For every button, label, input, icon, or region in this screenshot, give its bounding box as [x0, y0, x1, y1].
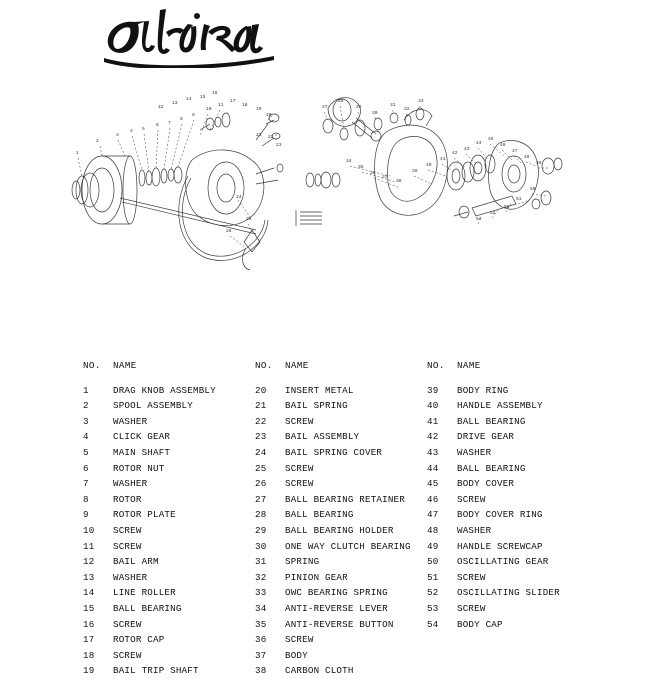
parts-row [250, 648, 422, 664]
part-name: ANTI-REVERSE LEVER [285, 602, 388, 614]
parts-row [78, 476, 250, 492]
svg-text:45: 45 [488, 137, 494, 142]
svg-text:43: 43 [464, 147, 470, 152]
svg-text:34: 34 [346, 159, 352, 164]
svg-text:23: 23 [276, 143, 282, 148]
part-no: 18 [83, 649, 95, 661]
parts-row [250, 570, 422, 586]
svg-text:37: 37 [382, 175, 388, 180]
svg-text:22: 22 [268, 135, 274, 140]
part-no: 46 [427, 493, 439, 505]
part-name: ROTOR [113, 493, 142, 505]
part-name: BAIL SPRING COVER [285, 446, 383, 458]
svg-text:12: 12 [158, 105, 164, 110]
svg-text:6: 6 [156, 123, 159, 128]
svg-text:32: 32 [404, 107, 410, 112]
part-name: ROTOR PLATE [113, 509, 176, 521]
part-name: DRAG KNOB ASSEMBLY [113, 384, 216, 396]
part-no: 48 [427, 524, 439, 536]
part-name: WASHER [457, 446, 492, 458]
part-name: BODY [285, 649, 308, 661]
parts-row [78, 445, 250, 461]
part-no: 27 [255, 493, 267, 505]
part-no: 36 [255, 634, 267, 646]
part-name: SCREW [113, 649, 142, 661]
svg-text:47: 47 [512, 149, 518, 154]
part-name: BALL BEARING [285, 509, 354, 521]
svg-text:50: 50 [530, 187, 536, 192]
part-no: 24 [255, 446, 267, 458]
part-no: 54 [427, 618, 439, 630]
part-name: SCREW [457, 571, 486, 583]
part-name: HANDLE ASSEMBLY [457, 400, 543, 412]
part-no: 1 [83, 384, 89, 396]
part-no: 12 [83, 556, 95, 568]
parts-row [78, 601, 250, 617]
part-name: LINE ROLLER [113, 587, 176, 599]
svg-text:39: 39 [412, 169, 418, 174]
part-no: 22 [255, 415, 267, 427]
part-name: SCREW [113, 540, 142, 552]
svg-text:38: 38 [396, 179, 402, 184]
part-no: 14 [83, 587, 95, 599]
part-name: BODY RING [457, 384, 509, 396]
part-no: 8 [83, 493, 89, 505]
svg-text:11: 11 [218, 103, 224, 108]
part-no: 32 [255, 571, 267, 583]
parts-row [422, 570, 594, 586]
parts-row [250, 476, 422, 492]
part-name: SPOOL ASSEMBLY [113, 400, 193, 412]
svg-text:42: 42 [452, 151, 458, 156]
svg-text:29: 29 [356, 105, 362, 110]
part-no: 2 [83, 400, 89, 412]
part-name: BALL BEARING [457, 462, 526, 474]
part-name: SCREW [457, 602, 486, 614]
part-no: 35 [255, 618, 267, 630]
parts-row [422, 507, 594, 523]
parts-row [422, 398, 594, 414]
part-name: SCREW [113, 618, 142, 630]
part-name: SCREW [113, 524, 142, 536]
svg-text:46: 46 [500, 143, 506, 148]
part-no: 20 [255, 384, 267, 396]
part-no: 15 [83, 602, 95, 614]
svg-text:24: 24 [236, 195, 242, 200]
part-no: 4 [83, 431, 89, 443]
parts-row [78, 523, 250, 539]
svg-text:5: 5 [142, 127, 145, 132]
svg-text:53: 53 [490, 211, 496, 216]
part-name: BAIL TRIP SHAFT [113, 665, 199, 677]
svg-text:27: 27 [322, 105, 328, 110]
svg-text:9: 9 [192, 113, 195, 118]
parts-row [422, 554, 594, 570]
part-no: 40 [427, 400, 439, 412]
parts-row [422, 492, 594, 508]
part-no: 38 [255, 665, 267, 677]
parts-row [78, 617, 250, 633]
svg-text:20: 20 [266, 113, 272, 118]
parts-row [422, 539, 594, 555]
part-no: 3 [83, 415, 89, 427]
part-no: 51 [427, 571, 439, 583]
svg-text:14: 14 [186, 97, 192, 102]
svg-text:19: 19 [256, 107, 262, 112]
svg-text:18: 18 [242, 103, 248, 108]
header-name: NAME [457, 360, 481, 371]
svg-text:1: 1 [76, 151, 79, 156]
svg-text:2: 2 [96, 139, 99, 144]
part-name: OSCILLATING SLIDER [457, 587, 560, 599]
svg-text:4: 4 [130, 129, 133, 134]
part-no: 42 [427, 431, 439, 443]
part-no: 5 [83, 446, 89, 458]
svg-text:25: 25 [246, 217, 252, 222]
svg-text:7: 7 [168, 121, 171, 126]
svg-text:3: 3 [116, 133, 119, 138]
part-name: BALL BEARING HOLDER [285, 524, 394, 536]
part-no: 6 [83, 462, 89, 474]
part-name: DRIVE GEAR [457, 431, 515, 443]
parts-row [78, 585, 250, 601]
part-name: ROTOR NUT [113, 462, 165, 474]
part-no: 53 [427, 602, 439, 614]
part-no: 44 [427, 462, 439, 474]
part-name: MAIN SHAFT [113, 446, 171, 458]
part-no: 17 [83, 634, 95, 646]
parts-row [250, 445, 422, 461]
parts-row [422, 445, 594, 461]
parts-row [78, 507, 250, 523]
part-name: BALL BEARING [457, 415, 526, 427]
part-no: 23 [255, 431, 267, 443]
parts-list [78, 358, 598, 679]
part-no: 50 [427, 556, 439, 568]
part-name: WASHER [457, 524, 492, 536]
part-no: 37 [255, 649, 267, 661]
svg-text:54: 54 [476, 217, 482, 222]
parts-row [78, 461, 250, 477]
svg-text:35: 35 [358, 165, 364, 170]
header-no: NO. [83, 360, 101, 371]
part-no: 47 [427, 509, 439, 521]
part-name: BODY COVER [457, 478, 515, 490]
part-name: BODY CAP [457, 618, 503, 630]
parts-row [422, 429, 594, 445]
svg-text:49: 49 [536, 161, 542, 166]
parts-row [78, 539, 250, 555]
svg-text:51: 51 [516, 197, 522, 202]
svg-text:33: 33 [418, 99, 424, 104]
part-no: 28 [255, 509, 267, 521]
parts-row [250, 663, 422, 679]
part-name: SCREW [285, 478, 314, 490]
exploded-parts-diagram [60, 80, 600, 320]
part-no: 7 [83, 478, 89, 490]
header-name: NAME [285, 360, 309, 371]
svg-text:40: 40 [426, 163, 432, 168]
parts-row [78, 398, 250, 414]
parts-row [422, 523, 594, 539]
parts-row [78, 492, 250, 508]
part-no: 45 [427, 478, 439, 490]
part-no: 26 [255, 478, 267, 490]
svg-text:16: 16 [212, 91, 218, 96]
part-no: 29 [255, 524, 267, 536]
part-no: 31 [255, 556, 267, 568]
svg-text:36: 36 [370, 171, 376, 176]
part-no: 9 [83, 509, 89, 521]
part-name: OWC BEARING SPRING [285, 587, 388, 599]
part-name: ANTI-REVERSE BUTTON [285, 618, 394, 630]
parts-row [422, 476, 594, 492]
part-no: 10 [83, 524, 95, 536]
parts-row [78, 570, 250, 586]
part-name: BODY COVER RING [457, 509, 543, 521]
part-no: 33 [255, 587, 267, 599]
part-no: 41 [427, 415, 439, 427]
part-name: SCREW [285, 634, 314, 646]
svg-text:10: 10 [206, 107, 212, 112]
parts-row [250, 632, 422, 648]
svg-text:28: 28 [338, 99, 344, 104]
parts-row [250, 523, 422, 539]
part-no: 19 [83, 665, 95, 677]
parts-row [250, 414, 422, 430]
parts-column-3 [422, 358, 594, 679]
part-name: HANDLE SCREWCAP [457, 540, 543, 552]
part-no: 49 [427, 540, 439, 552]
svg-text:21: 21 [256, 133, 262, 138]
parts-column-2 [250, 358, 422, 679]
part-name: BAIL ASSEMBLY [285, 431, 360, 443]
svg-text:13: 13 [172, 101, 178, 106]
parts-row [422, 414, 594, 430]
header-name: NAME [113, 360, 137, 371]
svg-text:41: 41 [440, 157, 446, 162]
parts-row [250, 601, 422, 617]
part-name: ROTOR CAP [113, 634, 165, 646]
part-no: 52 [427, 587, 439, 599]
part-name: SCREW [285, 462, 314, 474]
svg-text:17: 17 [230, 99, 236, 104]
part-name: OSCILLATING GEAR [457, 556, 549, 568]
parts-column-1 [78, 358, 250, 679]
svg-text:15: 15 [200, 95, 206, 100]
part-no: 25 [255, 462, 267, 474]
parts-row [250, 429, 422, 445]
part-name: BAIL SPRING [285, 400, 348, 412]
brand-logo [96, 6, 286, 68]
part-name: SPRING [285, 556, 320, 568]
parts-row [422, 383, 594, 399]
parts-row [250, 617, 422, 633]
parts-row [250, 554, 422, 570]
part-name: WASHER [113, 571, 148, 583]
parts-row [250, 383, 422, 399]
parts-row [78, 429, 250, 445]
part-name: ONE WAY CLUTCH BEARING [285, 540, 411, 552]
part-no: 11 [83, 540, 95, 552]
parts-row [250, 398, 422, 414]
svg-text:44: 44 [476, 141, 482, 146]
parts-row [78, 554, 250, 570]
parts-row [422, 617, 594, 633]
part-name: INSERT METAL [285, 384, 354, 396]
part-no: 30 [255, 540, 267, 552]
parts-column-2-header [250, 358, 422, 374]
parts-row [78, 414, 250, 430]
parts-row [78, 648, 250, 664]
parts-column-1-header [78, 358, 250, 374]
parts-row [250, 492, 422, 508]
part-name: WASHER [113, 415, 148, 427]
part-name: SCREW [285, 415, 314, 427]
part-name: CARBON CLOTH [285, 665, 354, 677]
part-name: WASHER [113, 478, 148, 490]
parts-row [250, 507, 422, 523]
part-no: 34 [255, 602, 267, 614]
part-name: CLICK GEAR [113, 431, 171, 443]
svg-text:31: 31 [390, 103, 396, 108]
svg-text:52: 52 [504, 205, 510, 210]
parts-row [78, 383, 250, 399]
parts-row [78, 663, 250, 679]
parts-row [78, 632, 250, 648]
svg-text:8: 8 [180, 117, 183, 122]
part-name: BALL BEARING [113, 602, 182, 614]
svg-text:26: 26 [226, 229, 232, 234]
svg-text:30: 30 [372, 111, 378, 116]
part-name: BALL BEARING RETAINER [285, 493, 405, 505]
parts-row [250, 461, 422, 477]
part-no: 16 [83, 618, 95, 630]
part-no: 39 [427, 384, 439, 396]
header-no: NO. [255, 360, 273, 371]
part-no: 43 [427, 446, 439, 458]
part-name: SCREW [457, 493, 486, 505]
part-name: BAIL ARM [113, 556, 159, 568]
parts-column-3-header [422, 358, 594, 374]
parts-row [422, 585, 594, 601]
svg-text:48: 48 [524, 155, 530, 160]
part-no: 13 [83, 571, 95, 583]
part-no: 21 [255, 400, 267, 412]
parts-row [250, 585, 422, 601]
parts-row [422, 461, 594, 477]
parts-row [250, 539, 422, 555]
part-name: PINION GEAR [285, 571, 348, 583]
parts-row [422, 601, 594, 617]
header-no: NO. [427, 360, 445, 371]
